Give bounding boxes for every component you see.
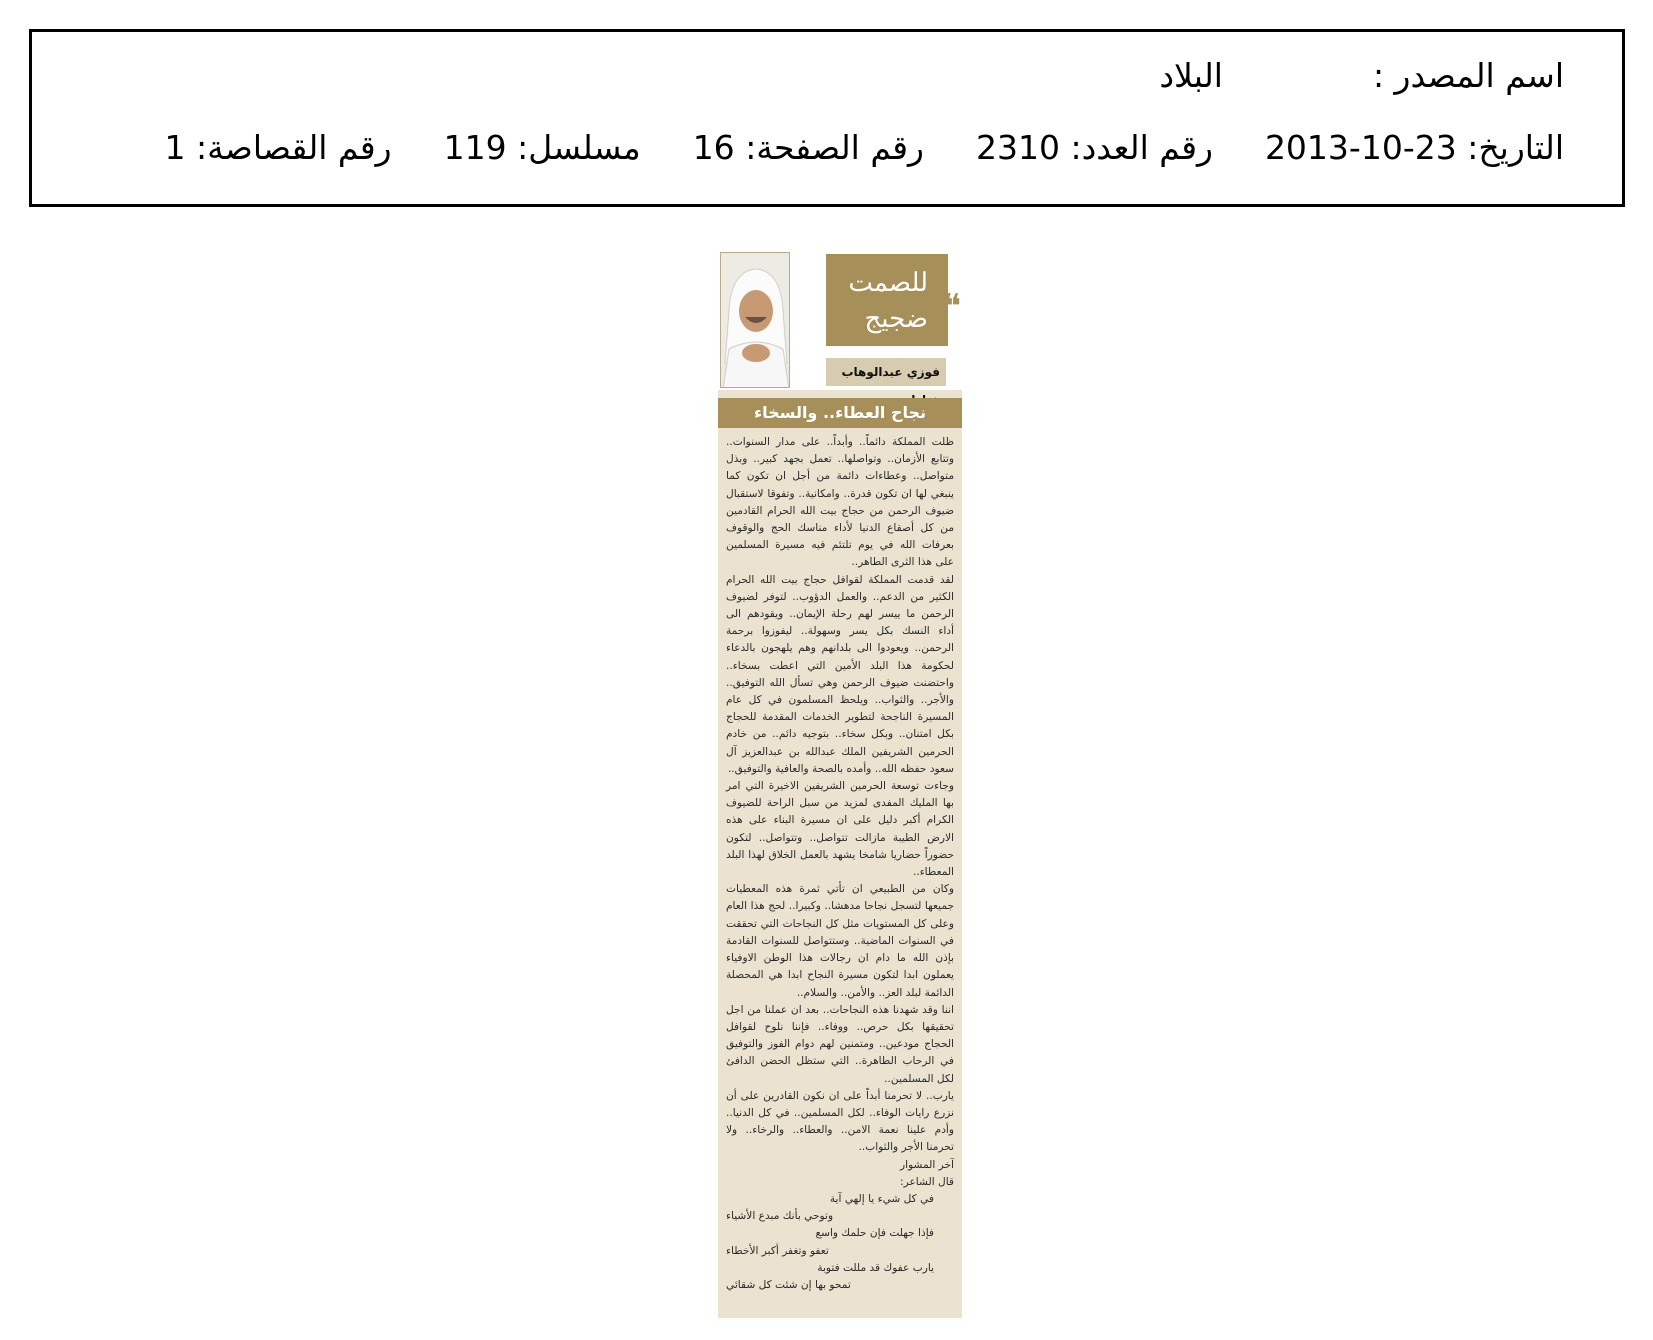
paragraph: اننا وقد شهدنا هذه النجاحات.. بعد ان عملنا من اجل تحقيقها بكل حرص.. ووفاء.. فإننا نلوح لقوافل الحجاج مودعين.. ومتمنين لهم دوام الفوز والتوفيق في الرحاب الطاهرة.. التي ستظل الحضن الدافئ لكل المسلمين.. <box>726 1003 954 1085</box>
paragraph: ظلت المملكة دائماً.. وأبداً.. على مدار السنوات.. وتتابع الأزمان.. وتواصلها.. تعمل بجهد كبير.. وبذل متواصل.. وعطاءات دائمة من أجل ان تكون كما ينبغي لها ان تكون قدرة.. وامكانية.. وتفوقا لاستقبال ضيوف الرحمن من حجاج بيت الله الحرام القادمين من كل أصقاع الدنيا لأداء مناسك الحج والوقوف بعرفات الله في يوم تلتئم فيه مسيرة المسلمين على هذا الثرى الطاهر.. <box>726 436 954 569</box>
paragraph: وكان من الطبيعي ان تأتي ثمرة هذه المعطيات جميعها لتسجل نجاحا مدهشا.. وكبيرا.. لحج هذا العام وعلى كل المستويات مثل كل النجاحات التي تحققت في السنوات الماضية.. وستتواصل للسنوات القادمة بإذن الله ما دام ان رجالات هذا الوطن الاوفياء يعملون ابدا لتكون مسيرة النجاح ابدا هي المحصلة الدائمة لبلد العز.. والأمن.. والسلام.. <box>726 883 954 999</box>
poem-line: تمحو بها إن شئت كل شقائي <box>726 1278 851 1291</box>
paragraph: وجاءت توسعة الحرمين الشريفين الاخيرة التي امر بها المليك المفدى لمزيد من سبل الراحة للضيوف الكرام أكبر دليل على ان مسيرة البناء على هذه الارض الطيبة مازالت تتواصل.. وتتواصل.. لتكون حضوراً حضاريا شامخا يشهد بالعمل الخلاق لهذا البلد المعطاء.. <box>726 780 954 879</box>
clip-value: 1 <box>164 128 186 167</box>
poem-line: فإذا جهلت فإن حلمك واسع <box>815 1227 934 1240</box>
issue-label: رقم العدد: <box>1070 128 1213 167</box>
column-header <box>718 250 962 390</box>
poem-line: وتوحي بأنك مبدع الأشياء <box>726 1210 834 1223</box>
article-headline: نجاح العطاء.. والسخاء <box>718 398 962 428</box>
details-row <box>165 128 1565 168</box>
serial-value: 119 <box>443 128 507 167</box>
page-value: 16 <box>692 128 735 167</box>
poem-line: تعفو وتغفر أكبر الأخطاء <box>726 1244 829 1257</box>
clip-label: رقم القصاصة: <box>196 128 392 167</box>
column-title-line2: ضجيج <box>864 304 928 334</box>
column-title-block <box>826 254 948 346</box>
date-label: التاريخ: <box>1467 128 1564 167</box>
paragraph: لقد قدمت المملكة لقوافل حجاج بيت الله الحرام الكثير من الدعم.. والعمل الدؤوب.. لتوفر لضيوف الرحمن ما ييسر لهم رحلة الإيمان.. ويقودهم الى أداء النسك بكل يسر وسهولة.. ليفوزوا برحمة الرحمن.. ويعودوا الى بلدانهم وهم يلهجون بالدعاء لحكومة هذا البلد الأمين التي اعطت بسخاء.. واحتضنت ضيوف الرحمن وهي تسأل الله التوفيق.. والأجر.. والثواب.. ويلحظ المسلمون في كل عام المسيرة الناجحة لتطوير الخدمات المقدمة للحجاج بكل امتنان.. وبكل سخاء.. بتوجيه دائم.. من خادم الحرمين الشريفين الملك عبدالله بن عبدالعزيز آل سعود حفظه الله.. وأمده بالصحة والعافية والتوفيق.. <box>726 573 954 775</box>
article-body <box>726 434 954 1294</box>
date-value: 2013-10-23 <box>1264 128 1457 167</box>
author-byline: فوزي عبدالوهاب <box>826 358 946 386</box>
page-label: رقم الصفحة: <box>745 128 924 167</box>
quote-mark-icon: ❝ <box>942 287 962 327</box>
serial-label: مسلسل: <box>517 128 641 167</box>
closing-heading: آخر المشوار <box>900 1158 954 1171</box>
author-photo <box>720 252 790 388</box>
newspaper-clipping <box>718 250 962 1318</box>
source-row <box>1159 56 1564 96</box>
paragraph: يارب.. لا تحرمنا أبداً على ان نكون القادرين على أن نزرع رايات الوفاء.. لكل المسلمين.. في كل الدنيا.. وأدم علينا نعمة الامن.. والعطاء.. والرخاء.. ولا تحرمنا الأجر والثواب.. <box>726 1089 954 1154</box>
source-value: البلاد <box>1159 56 1223 95</box>
source-label: اسم المصدر : <box>1372 56 1564 95</box>
poem-line: يارب عفوك قد مللت فتوبة <box>817 1261 934 1274</box>
issue-value: 2310 <box>976 128 1060 167</box>
column-title-line1: للصمت <box>848 268 928 298</box>
metadata-box <box>29 29 1625 207</box>
poem-line: في كل شيء يا إلهي آية <box>829 1192 934 1205</box>
poet-intro: قال الشاعر: <box>900 1175 954 1188</box>
